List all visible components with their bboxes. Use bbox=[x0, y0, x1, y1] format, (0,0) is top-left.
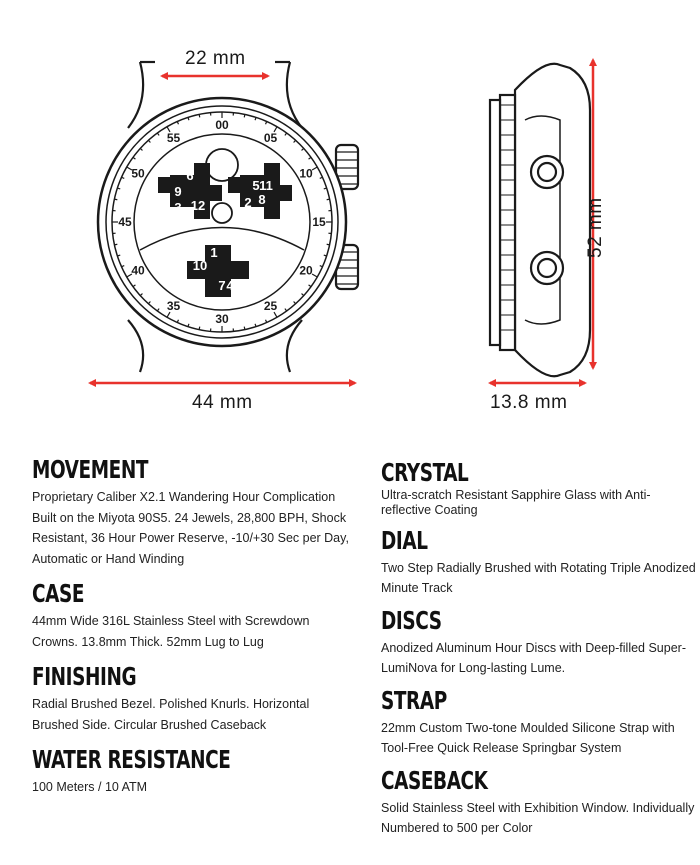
spec-title: CRYSTAL bbox=[381, 458, 469, 487]
minute-track-number: 10 bbox=[299, 166, 313, 181]
spec-strap bbox=[381, 686, 696, 758]
spec-text: Solid Stainless Steel with Exhibition Window. Individually Numbered to 500 per Color bbox=[381, 801, 695, 835]
hour-disc-number: 11 bbox=[259, 178, 273, 193]
technical-drawing bbox=[0, 0, 700, 430]
spec-text: Radial Brushed Bezel. Polished Knurls. Horizontal Brushed Side. Circular Brushed Caseback bbox=[32, 697, 310, 732]
side-profile bbox=[515, 64, 590, 377]
spec-text: Proprietary Caliber X2.1 Wandering Hour Complication Built on the Miyota 90S5. 24 Jewels, 28,800 BPH, Shock Resistant, 36 Hour Power Reserve, -10/+30 Sec per Day, Automatic or Hand Winding bbox=[32, 490, 349, 566]
lug-width-label: 22 mm bbox=[185, 48, 246, 69]
minute-track-number: 45 bbox=[118, 215, 132, 229]
minute-track-number: 15 bbox=[312, 215, 326, 229]
specs-left-column bbox=[32, 455, 352, 808]
minute-tick bbox=[244, 114, 245, 117]
minute-track-number: 55 bbox=[166, 130, 181, 145]
spec-title: CASEBACK bbox=[381, 766, 488, 795]
minute-tick bbox=[199, 114, 200, 117]
hour-disc-number: 2 bbox=[244, 195, 252, 210]
hour-disc-number: 5 bbox=[252, 178, 260, 193]
case-width-label: 44 mm bbox=[192, 392, 253, 413]
hour-disc-number: 9 bbox=[174, 184, 182, 199]
spec-title: FINISHING bbox=[32, 662, 137, 691]
hour-disc-number: 7 bbox=[218, 278, 226, 293]
hour-disc-number: 8 bbox=[258, 192, 266, 207]
side-view bbox=[490, 64, 590, 377]
case bbox=[98, 98, 346, 346]
spec-text: Ultra-scratch Resistant Sapphire Glass with Anti-reflective Coating bbox=[381, 488, 651, 517]
hour-disc-number: 4 bbox=[226, 278, 234, 293]
hour-disc-number: 6 bbox=[186, 168, 194, 183]
spec-crystal bbox=[381, 458, 696, 518]
minute-track-number: 05 bbox=[263, 130, 278, 145]
spec-title: STRAP bbox=[381, 686, 447, 715]
minute-tick bbox=[327, 244, 330, 245]
spec-finishing bbox=[32, 662, 352, 735]
hour-disc-number: 10 bbox=[192, 258, 208, 273]
spec-movement bbox=[32, 455, 352, 569]
minute-tick bbox=[244, 327, 245, 330]
minute-track-number: 35 bbox=[166, 299, 181, 314]
lug-to-lug-label: 52 mm bbox=[585, 197, 606, 258]
hour-disc-number: 1 bbox=[210, 245, 218, 260]
thickness-label: 13.8 mm bbox=[490, 392, 568, 413]
spec-title: DISCS bbox=[381, 606, 442, 635]
spec-text: 44mm Wide 316L Stainless Steel with Screwdown Crowns. 13.8mm Thick. 52mm Lug to Lug bbox=[32, 614, 310, 649]
minute-track-number: 40 bbox=[131, 263, 145, 278]
minute-track-number: 30 bbox=[215, 312, 229, 326]
spec-discs bbox=[381, 606, 696, 678]
spec-text: Anodized Aluminum Hour Discs with Deep-filled Super-LumiNova for Long-lasting Lume. bbox=[381, 641, 686, 675]
spec-text: 100 Meters / 10 ATM bbox=[32, 780, 148, 794]
side-crown-bottom bbox=[531, 252, 563, 284]
minute-tick bbox=[114, 244, 117, 245]
minute-track-number: 00 bbox=[215, 118, 229, 132]
minute-tick bbox=[199, 327, 200, 330]
spec-text: Two Step Radially Brushed with Rotating Triple Anodized Minute Track bbox=[381, 561, 696, 595]
minute-tick bbox=[327, 199, 330, 200]
spec-title: DIAL bbox=[381, 526, 428, 555]
specs-right-column bbox=[381, 458, 696, 846]
side-crown-top bbox=[531, 156, 563, 188]
minute-track-number: 20 bbox=[299, 263, 313, 278]
spec-title: WATER RESISTANCE bbox=[32, 745, 231, 774]
spec-title: CASE bbox=[32, 579, 85, 608]
spec-title: MOVEMENT bbox=[32, 455, 149, 484]
spec-text: 22mm Custom Two-tone Moulded Silicone Strap with Tool-Free Quick Release Springbar System bbox=[381, 721, 675, 755]
side-bezel bbox=[500, 95, 515, 350]
hour-disc-number: 3 bbox=[174, 200, 182, 215]
hour-disc-number: 12 bbox=[190, 198, 206, 213]
spec-water-resistance bbox=[32, 745, 352, 798]
minute-track-number: 50 bbox=[131, 166, 145, 181]
minute-track-number: 25 bbox=[263, 299, 278, 314]
spec-dial bbox=[381, 526, 696, 598]
spec-caseback bbox=[381, 766, 696, 838]
spec-case bbox=[32, 579, 352, 652]
minute-tick bbox=[114, 199, 117, 200]
